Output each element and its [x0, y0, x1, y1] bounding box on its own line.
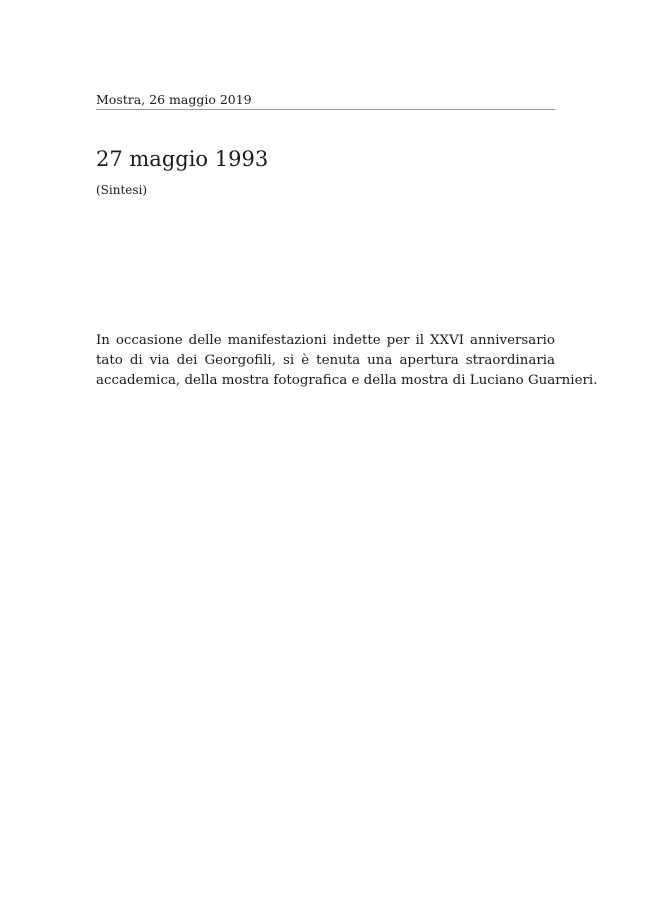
running-header: Mostra, 26 maggio 2019	[96, 92, 555, 110]
body-line: accademica, della mostra fotografica e della mostra di Luciano Guarnieri.	[96, 373, 598, 388]
body-line: In occasione delle manifestazioni indette per il XXVI anniversario	[96, 333, 555, 348]
body-line: tato di via dei Georgofili, si è tenuta una apertura straordinaria	[96, 353, 555, 368]
article-subtitle: (Sintesi)	[96, 183, 148, 197]
article-body	[96, 331, 598, 391]
article-title: 27 maggio 1993	[96, 147, 269, 171]
